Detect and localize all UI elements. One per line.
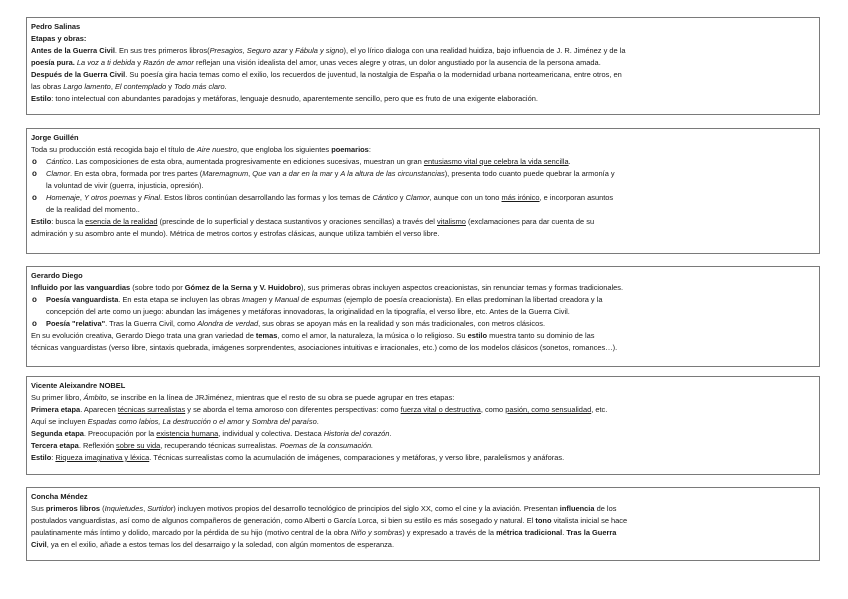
text: y	[287, 46, 296, 55]
author-name-text: Concha Méndez	[31, 492, 88, 501]
italic-text: Surtidor	[147, 504, 174, 513]
bold-text: Gómez de la Serna y V. Huidobro	[184, 283, 302, 292]
underlined-text: Riqueza imaginativa y léxica	[55, 453, 150, 462]
bold-text: Poesía "relativa"	[46, 319, 106, 328]
text: .	[562, 528, 567, 537]
text: .	[224, 82, 227, 91]
text: reflejan una visión idealista del amor, unas veces alegre y otras, un dolor angustiado por la ausencia de la persona amada.	[193, 58, 601, 67]
author-name-text: Gerardo Diego	[31, 271, 83, 280]
bold-text: Después de la Guerra Civil	[31, 70, 126, 79]
bold-text: tono	[535, 516, 552, 525]
bold-text: primeros libros	[45, 504, 101, 513]
text: admiración y su asombro ante el mundo). Métrica de metros cortos y estrofas clásicas, aunque utiliza también el verso libre.	[31, 229, 440, 238]
text: .	[316, 417, 319, 426]
bold-text: Tras la Guerra	[566, 528, 617, 537]
bold-text: poesía pura.	[31, 58, 77, 67]
text: muestra tanto su dominio de las	[487, 331, 595, 340]
text: . Estos libros continúan desarrollando las formas y los temas de	[160, 193, 373, 202]
text: ,	[110, 82, 115, 91]
text: ), sus primeras obras incluyen aspectos creacionistas, sin renunciar temas y formas tradicionales.	[301, 283, 624, 292]
paragraph-line	[31, 503, 815, 515]
italic-text: El contemplado	[114, 82, 167, 91]
bold-text: Primera etapa	[31, 405, 81, 414]
bullet-icon: o	[32, 295, 37, 304]
text: : busca la	[51, 217, 86, 226]
italic-text: Poemas de la consumación.	[279, 441, 374, 450]
italic-text: Clamor	[405, 193, 430, 202]
paragraph-line	[31, 330, 815, 354]
text: las obras	[31, 82, 64, 91]
author-name-text: Pedro Salinas	[31, 22, 81, 31]
text: . Las composiciones de esta obra, aumentada progresivamente en ediciones sucesivas, muestran un gran	[71, 157, 424, 166]
section-pedro-salinas	[26, 17, 820, 115]
list-item	[31, 168, 815, 192]
author-name	[31, 491, 815, 503]
italic-text: Final	[143, 193, 160, 202]
text: de los	[594, 504, 617, 513]
text: , individual y colectiva. Destaca	[218, 429, 324, 438]
paragraph-line	[31, 515, 815, 527]
paragraph-line	[31, 282, 815, 294]
italic-text: Maremagnum	[202, 169, 249, 178]
underlined-text: técnicas surrealistas	[117, 405, 186, 414]
text: , como el amor, la naturaleza, la música o lo religioso. Su	[277, 331, 468, 340]
bold-text: temas	[255, 331, 278, 340]
bold-text: poemarios	[331, 145, 369, 154]
italic-text: Inquietudes	[104, 504, 144, 513]
italic-text: Imagen	[241, 295, 267, 304]
bold-text: Poesía vanguardista	[46, 295, 119, 304]
text: y	[166, 82, 175, 91]
italic-text: Niño y sombras	[350, 528, 403, 537]
bold-text: Tercera etapa	[31, 441, 79, 450]
author-name-text: Jorge Guillén	[31, 133, 79, 142]
text: ) incluyen motivos propios del desarrollo tecnológico de principios del siglo XX, como el cine y la aviación. Presentan	[173, 504, 560, 513]
bullet-icon: o	[32, 169, 37, 178]
text: En su evolución creativa, Gerardo Diego trata una gran variedad de	[31, 331, 256, 340]
text: ,	[143, 504, 148, 513]
text: y	[397, 193, 406, 202]
list-item	[31, 318, 815, 330]
italic-text: Todo más claro	[174, 82, 225, 91]
underlined-text: entusiasmo vital que celebra la vida sencilla	[423, 157, 569, 166]
paragraph-line	[31, 93, 815, 105]
paragraph-line	[31, 452, 815, 464]
text: , se inscribe en la línea de JRJiménez, mientras que el resto de su obra se puede agrupar en tres etapas:	[106, 393, 455, 402]
italic-text: Razón de amor	[143, 58, 194, 67]
text: . Aparecen	[80, 405, 118, 414]
italic-text: Aire nuestro	[196, 145, 237, 154]
list-item	[31, 192, 815, 216]
text: paulatinamente más íntimo y dolido, marcado por la pérdida de su hijo (motivo central de la obra	[31, 528, 351, 537]
paragraph-line	[31, 404, 815, 416]
bullet-icon: o	[32, 157, 37, 166]
paragraph-line	[31, 81, 815, 93]
text: ) y expresado a través de la	[402, 528, 497, 537]
italic-text: Sombra del paraíso	[251, 417, 317, 426]
italic-text: Ámbito	[83, 393, 107, 402]
text: de la realidad del momento..	[46, 205, 140, 214]
section-jorge-guillen	[26, 128, 820, 254]
text: :	[368, 145, 371, 154]
text: vitalista inicial se hace	[551, 516, 628, 525]
text: (sobre todo por	[130, 283, 185, 292]
text: ), presenta todo cuanto puede quebrar la armonía y	[444, 169, 615, 178]
italic-text: Que van a dar en la mar	[252, 169, 333, 178]
bold-text: métrica tradicional	[496, 528, 563, 537]
text: concepción del arte como un juego: abundan las imágenes y metáforas innovadoras, la originalidad en la tipografía, el verso libre, etc. Antes de la Guerra Civil.	[46, 307, 570, 316]
text: (prescinde de lo superficial y destaca sustantivos y oraciones sencillas) a través del	[157, 217, 437, 226]
text: la voluntad de vivir (guerra, injusticia, opresión).	[46, 181, 204, 190]
italic-text: Presagios, Seguro azar	[209, 46, 288, 55]
text: Aquí se incluyen	[31, 417, 88, 426]
text: , que engloba los siguientes	[236, 145, 332, 154]
bold-text: Estilo	[31, 217, 52, 226]
paragraph-line	[31, 57, 815, 69]
underlined-text: esencia de la realidad	[85, 217, 158, 226]
underlined-text: pasión, como sensualidad	[505, 405, 592, 414]
paragraph-line	[31, 440, 815, 452]
text: , recuperando técnicas surrealistas.	[160, 441, 280, 450]
author-name	[31, 380, 815, 392]
bold-text: Civil	[31, 540, 47, 549]
underlined-text: sobre su vida	[116, 441, 161, 450]
text: Su primer libro,	[31, 393, 84, 402]
text: , etc.	[591, 405, 608, 414]
text: (	[100, 504, 105, 513]
list-item	[31, 294, 815, 318]
italic-text: Homenaje	[46, 193, 80, 202]
text: Sus	[31, 504, 46, 513]
text: y	[135, 58, 144, 67]
list-item	[31, 156, 815, 168]
underlined-text: vitalismo	[437, 217, 466, 226]
text: . Su poesía gira hacia temas como el exilio, los recuerdos de juventud, la nostalgia de España o la modernidad urbana norteamericana, entre otros, en	[125, 70, 622, 79]
text: y	[243, 417, 252, 426]
paragraph-line	[31, 416, 815, 428]
text: , e incorporan asuntos	[539, 193, 614, 202]
italic-text: Espadas como labios, La destrucción o el amor	[87, 417, 244, 426]
bold-text: Estilo	[31, 94, 52, 103]
bold-text: influencia	[559, 504, 595, 513]
text: . Tras la Guerra Civil, como	[105, 319, 198, 328]
text: (exclamaciones para dar cuenta de su	[465, 217, 595, 226]
italic-text: A la altura de las circunstancias	[340, 169, 445, 178]
section-vicente-aleixandre	[26, 376, 820, 475]
italic-text: Fábula y signo	[295, 46, 344, 55]
paragraph-line	[31, 45, 815, 57]
text: y se aborda el tema amoroso con diferentes perspectivas: como	[185, 405, 401, 414]
bold-text: estilo	[467, 331, 488, 340]
italic-text: Y otros poemas	[84, 193, 137, 202]
paragraph-line	[31, 527, 815, 539]
section-concha-mendez	[26, 487, 820, 561]
heading-text: Etapas y obras:	[31, 34, 87, 43]
text: . En sus tres primeros libros(	[114, 46, 210, 55]
text: :	[51, 453, 56, 462]
paragraph-line	[31, 216, 815, 240]
italic-text: Cántico	[46, 157, 72, 166]
text: . Preocupación por la	[83, 429, 157, 438]
bullet-icon: o	[32, 319, 37, 328]
text: y	[136, 193, 144, 202]
text: .	[568, 157, 571, 166]
bold-text: Estilo	[31, 453, 52, 462]
text: : tono intelectual con abundantes paradojas y metáforas, lenguaje desnudo, aparentemente sencillo, pero que es fruto de una exigente elaboración.	[51, 94, 538, 103]
text: , como	[480, 405, 506, 414]
text: , ya en el exilio, añade a estos temas los del desarraigo y la soledad, con algún momentos de esperanza.	[46, 540, 395, 549]
text: y	[266, 295, 275, 304]
text: ,	[79, 193, 85, 202]
italic-text: Clamor	[46, 169, 70, 178]
author-name-text: Vicente Aleixandre NOBEL	[31, 381, 126, 390]
paragraph-line	[31, 69, 815, 81]
underlined-text: más irónico	[501, 193, 540, 202]
text: ,	[248, 169, 253, 178]
italic-text: La voz a ti debida	[76, 58, 136, 67]
underlined-text: fuerza vital o destructiva	[400, 405, 481, 414]
text: , aunque con un tono	[429, 193, 502, 202]
underlined-text: existencia humana	[156, 429, 219, 438]
text: postulados vanguardistas, así como de algunos compañeros de generación, como Alberti o García Lorca, si bien su estilo es más sosegado y natural. El	[31, 516, 536, 525]
italic-text: Largo lamento	[63, 82, 111, 91]
text: técnicas vanguardistas (verso libre, sintaxis quebrada, imágenes sorprendentes, asociaciones intuitivas e irracionales, etc.) como de los modelos clásicos (sonetos, romances…).	[31, 343, 618, 352]
paragraph-line	[31, 144, 815, 156]
bold-text: Segunda etapa	[31, 429, 84, 438]
bold-text: Influido por las vanguardias	[31, 283, 131, 292]
text: Toda su producción está recogida bajo el título de	[31, 145, 197, 154]
italic-text: Alondra de verdad	[197, 319, 259, 328]
author-name	[31, 270, 815, 282]
bold-text: Antes de la Guerra Civil	[31, 46, 115, 55]
text: . Reflexión	[78, 441, 117, 450]
paragraph-line	[31, 539, 815, 551]
bullet-icon: o	[32, 193, 37, 202]
text: y	[332, 169, 341, 178]
text: (ejemplo de poesía creacionista). En ellas predominan la libertad creadora y la	[341, 295, 603, 304]
text: . En esta etapa se incluyen las obras	[118, 295, 242, 304]
section-gerardo-diego	[26, 266, 820, 367]
author-name	[31, 21, 815, 33]
paragraph-line	[31, 428, 815, 440]
section-heading	[31, 33, 815, 45]
italic-text: Cántico	[372, 193, 398, 202]
text: . En esta obra, formada por tres partes (	[69, 169, 203, 178]
text: . Técnicas surrealistas como la acumulación de imágenes, comparaciones y metáforas, y verso libre, paralelismos y anáforas.	[149, 453, 565, 462]
text: , sus obras se apoyan más en la realidad y son más tradicionales, con metros clásicos.	[258, 319, 546, 328]
paragraph-line	[31, 392, 815, 404]
italic-text: Historia del corazón	[323, 429, 390, 438]
author-name	[31, 132, 815, 144]
italic-text: Manual de espumas	[274, 295, 342, 304]
text: .	[389, 429, 392, 438]
text: ), el yo lírico dialoga con una realidad huidiza, bajo influencia de J. R. Jiménez y de la	[343, 46, 626, 55]
